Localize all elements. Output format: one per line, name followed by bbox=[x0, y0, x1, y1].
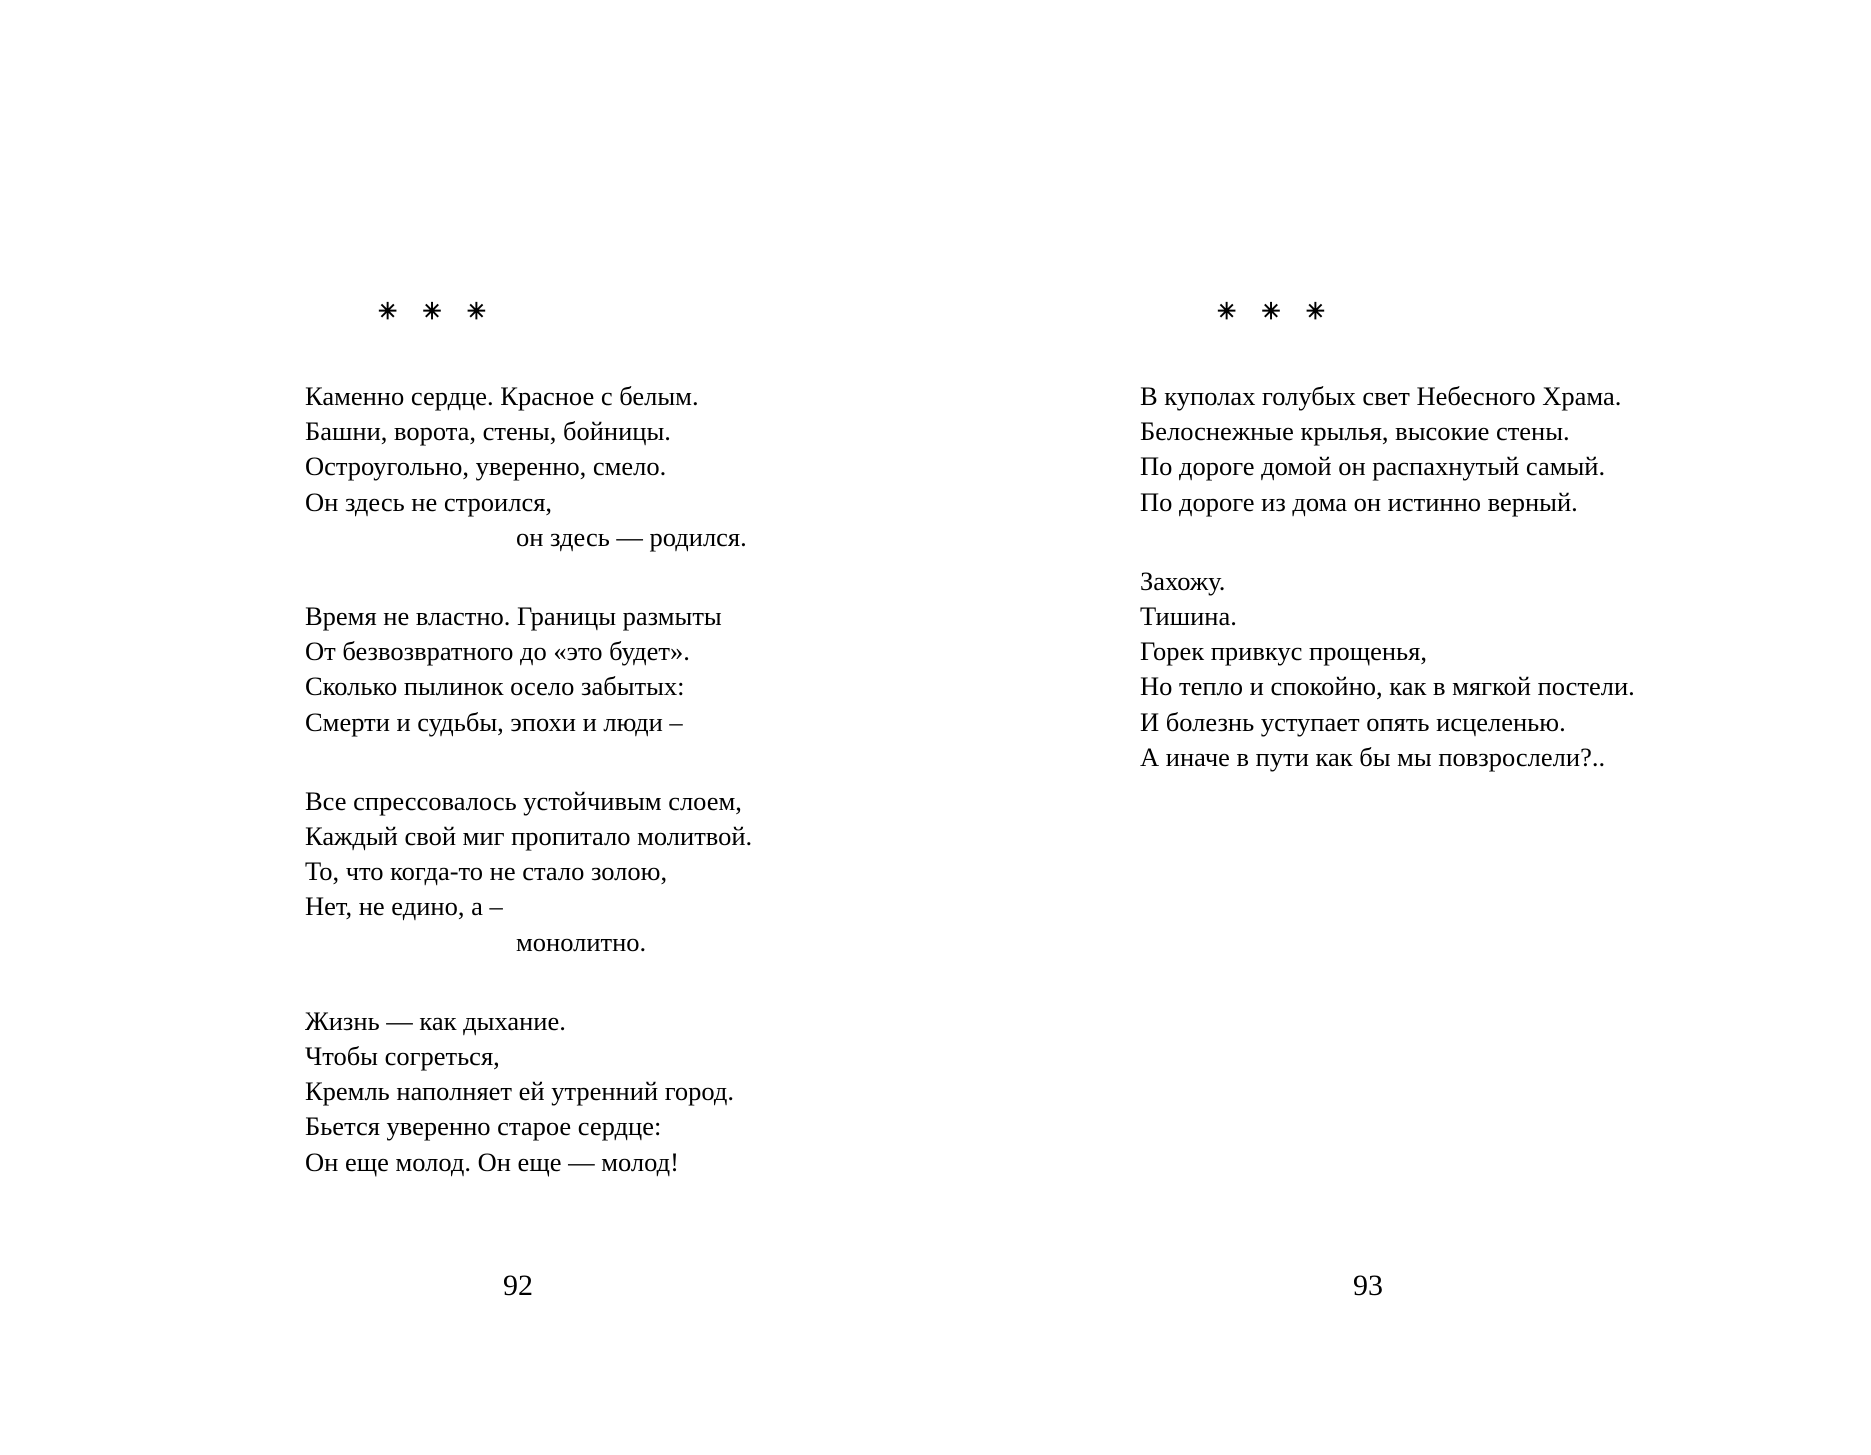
poem-line: Тишина. bbox=[1140, 601, 1237, 632]
poem-line: В куполах голубых свет Небесного Храма. bbox=[1140, 381, 1622, 411]
poem-line: Бьется уверенно старое сердце: bbox=[305, 1111, 662, 1142]
page-right bbox=[936, 0, 1871, 1455]
stanza bbox=[305, 599, 865, 740]
poem-line: Жизнь — как дыхание. bbox=[305, 1005, 566, 1036]
poem-line: монолитно. bbox=[516, 926, 647, 957]
stanza bbox=[1140, 564, 1700, 775]
poem-line: А иначе в пути как бы мы повзрослели?.. bbox=[1140, 741, 1606, 772]
poem-line: Каменно сердце. Красное с белым. bbox=[305, 381, 699, 411]
poem-line: Он здесь не строился, bbox=[305, 486, 553, 517]
poem-line: Все спрессовалось устойчивым слоем, bbox=[305, 785, 742, 816]
poem-line: То, что когда-то не стало золою, bbox=[305, 856, 668, 887]
page-left bbox=[0, 0, 935, 1455]
poem-line: По дороге из дома он истинно верный. bbox=[1140, 486, 1578, 517]
poem-line: По дороге домой он распахнутый самый. bbox=[1140, 451, 1606, 482]
poem-line: Время не властно. Границы размыты bbox=[305, 601, 722, 632]
poem-line: Кремль наполняет ей утренний город. bbox=[305, 1076, 735, 1107]
poem-right bbox=[1140, 379, 1700, 775]
poem-line: И болезнь уступает опять исцеленью. bbox=[1140, 706, 1566, 737]
poem-line: Башни, ворота, стены, бойницы. bbox=[305, 416, 671, 447]
page-right-content bbox=[1140, 300, 1700, 775]
poem-line: Захожу. bbox=[1140, 565, 1226, 596]
stanza bbox=[305, 379, 865, 555]
poem-line: Сколько пылинок осело забытых: bbox=[305, 671, 685, 702]
poem-line: Нет, не едино, а – bbox=[305, 891, 503, 922]
page-number-left: 92 bbox=[503, 1269, 533, 1302]
stanza bbox=[1140, 379, 1700, 520]
poem-line: Он еще молод. Он еще — молод! bbox=[305, 1146, 679, 1177]
stanza bbox=[305, 784, 865, 960]
poem-line: Чтобы согреться, bbox=[305, 1041, 500, 1072]
poem-left bbox=[305, 379, 865, 1180]
asterisk-separator-icon: ✳ ✳ ✳ bbox=[378, 299, 496, 324]
poem-line: Каждый свой миг пропитало молитвой. bbox=[305, 821, 753, 852]
poem-line: Остроугольно, уверенно, смело. bbox=[305, 451, 667, 482]
poem-line: Горек привкус прощенья, bbox=[1140, 636, 1427, 667]
page-number-right: 93 bbox=[1353, 1269, 1383, 1302]
stanza bbox=[305, 1004, 865, 1180]
asterisk-separator-icon: ✳ ✳ ✳ bbox=[1217, 299, 1335, 324]
poem-line: От безвозвратного до «это будет». bbox=[305, 636, 690, 667]
page-left-content bbox=[305, 300, 865, 1180]
poem-line: он здесь — родился. bbox=[516, 521, 747, 552]
poem-line: Но тепло и спокойно, как в мягкой постели. bbox=[1140, 671, 1635, 702]
poem-line: Белоснежные крылья, высокие стены. bbox=[1140, 416, 1570, 447]
poem-line: Смерти и судьбы, эпохи и люди – bbox=[305, 706, 683, 737]
